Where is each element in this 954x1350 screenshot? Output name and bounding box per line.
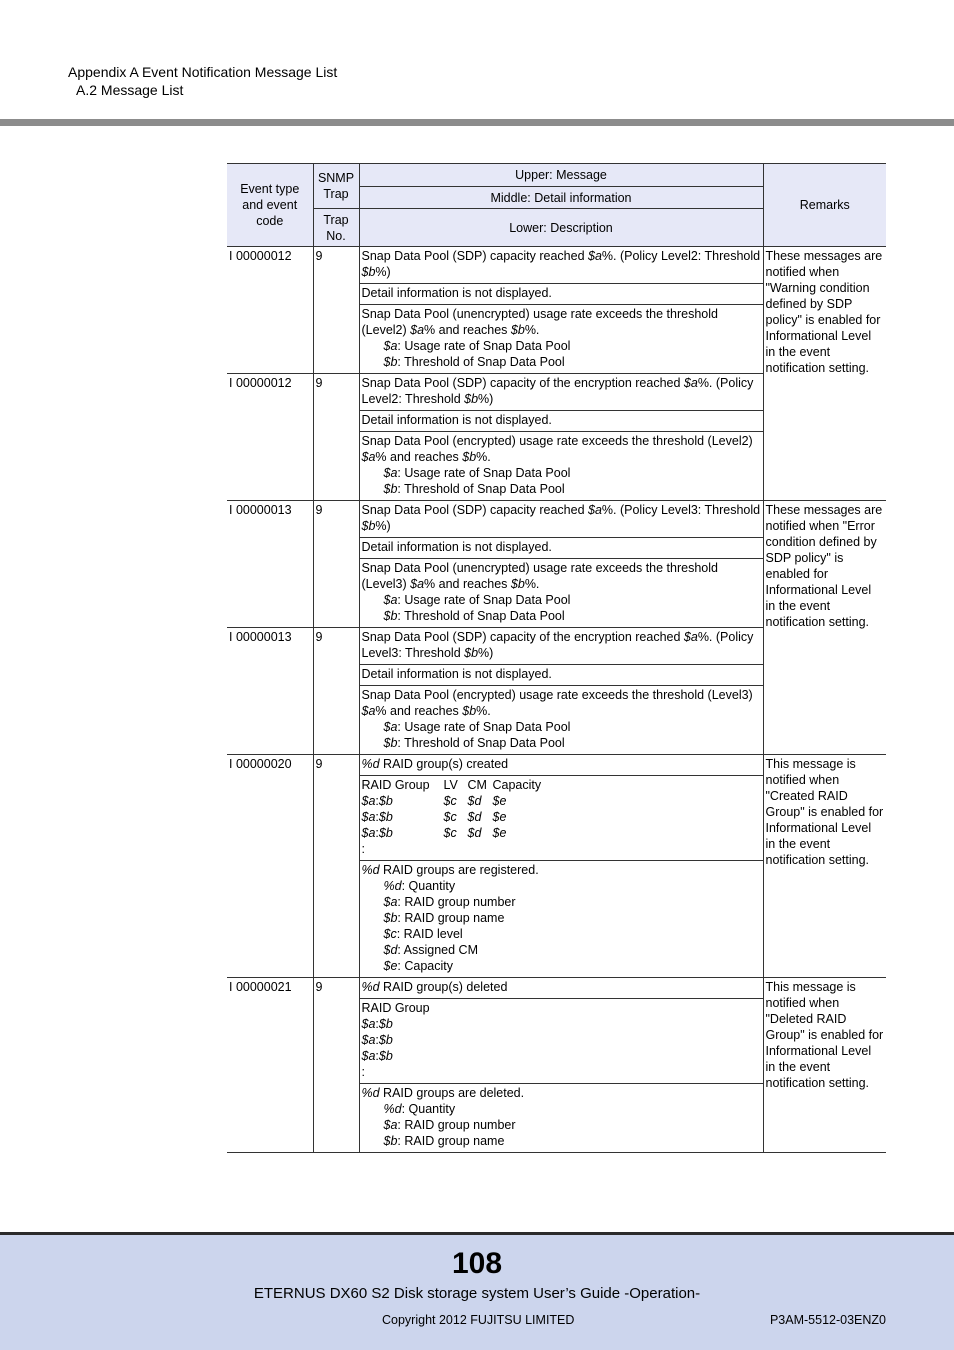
col-head-remarks: Remarks	[763, 164, 886, 247]
trap-number: 9	[313, 247, 359, 374]
description-cell: Snap Data Pool (unencrypted) usage rate exceeds the threshold (Level2) $a% and reaches $b%. $a: Usage rate of Snap Data Pool $b: Threshold of Snap Data Pool	[359, 305, 763, 374]
remarks-cell: This message is notified when "Deleted RAID Group" is enabled for Informational Level in the event notification setting.	[763, 978, 886, 1153]
remarks-cell: This message is notified when "Created RAID Group" is enabled for Informational Level in the event notification setting.	[763, 755, 886, 978]
trap-number: 9	[313, 978, 359, 1153]
detail-cell: RAID Group LV CM Capacity $a:$b $c $d $e $a:$b $c $d $e $a:$b $c $d $e :	[359, 776, 763, 861]
description-cell: Snap Data Pool (encrypted) usage rate exceeds the threshold (Level2) $a% and reaches $b%. $a: Usage rate of Snap Data Pool $b: Threshold of Snap Data Pool	[359, 432, 763, 501]
description-cell: Snap Data Pool (encrypted) usage rate exceeds the threshold (Level3) $a% and reaches $b%. $a: Usage rate of Snap Data Pool $b: Threshold of Snap Data Pool	[359, 686, 763, 755]
copyright: Copyright 2012 FUJITSU LIMITED	[382, 1313, 575, 1327]
col-head-trap-no: Trap No.	[313, 209, 359, 247]
event-code: I 00000021	[227, 978, 313, 1153]
guide-title: ETERNUS DX60 S2 Disk storage system User’s Guide -Operation-	[253, 1285, 701, 1302]
document-id: P3AM-5512-03ENZ0	[769, 1313, 886, 1327]
description-cell: %d RAID groups are deleted. %d: Quantity $a: RAID group number $b: RAID group name	[359, 1084, 763, 1153]
message-cell: Snap Data Pool (SDP) capacity reached $a%. (Policy Level3: Threshold $b%)	[359, 501, 763, 538]
page-number: 108	[451, 1247, 503, 1280]
header-rule	[0, 119, 954, 126]
event-code: I 00000020	[227, 755, 313, 978]
event-code: I 00000012	[227, 247, 313, 374]
trap-number: 9	[313, 628, 359, 755]
col-head-upper: Upper: Message	[359, 164, 763, 187]
message-cell: %d RAID group(s) deleted	[359, 978, 763, 999]
trap-number: 9	[313, 755, 359, 978]
message-table	[227, 163, 886, 1153]
description-cell: %d RAID groups are registered. %d: Quantity $a: RAID group number $b: RAID group name $c: RAID level $d: Assigned CM $e: Capacity	[359, 861, 763, 978]
description-cell: Snap Data Pool (unencrypted) usage rate exceeds the threshold (Level3) $a% and reaches $b%. $a: Usage rate of Snap Data Pool $b: Threshold of Snap Data Pool	[359, 559, 763, 628]
remarks-cell: These messages are notified when "Error condition defined by SDP policy" is enabled for Informational Level in the event notification setting.	[763, 501, 886, 755]
trap-number: 9	[313, 374, 359, 501]
col-head-event-type: Event type and event code	[227, 164, 313, 247]
message-cell: %d RAID group(s) created	[359, 755, 763, 776]
header-chapter: Appendix A Event Notification Message List	[68, 64, 338, 80]
col-head-snmp-trap: SNMP Trap	[313, 164, 359, 209]
message-cell: Snap Data Pool (SDP) capacity of the encryption reached $a%. (Policy Level2: Threshold $b%)	[359, 374, 763, 411]
detail-cell: Detail information is not displayed.	[359, 538, 763, 559]
remarks-cell: These messages are notified when "Warning condition defined by SDP policy" is enabled for Informational Level in the event notification setting.	[763, 247, 886, 501]
col-head-middle: Middle: Detail information	[359, 187, 763, 209]
detail-cell: Detail information is not displayed.	[359, 411, 763, 432]
event-code: I 00000012	[227, 374, 313, 501]
detail-cell: Detail information is not displayed.	[359, 665, 763, 686]
message-cell: Snap Data Pool (SDP) capacity reached $a%. (Policy Level2: Threshold $b%)	[359, 247, 763, 284]
trap-number: 9	[313, 501, 359, 628]
col-head-lower: Lower: Description	[359, 209, 763, 247]
detail-cell: RAID Group $a:$b $a:$b $a:$b :	[359, 999, 763, 1084]
detail-cell: Detail information is not displayed.	[359, 284, 763, 305]
running-header	[68, 63, 337, 99]
event-code: I 00000013	[227, 501, 313, 628]
page-footer	[0, 1232, 954, 1350]
header-section: A.2 Message List	[76, 82, 184, 98]
message-cell: Snap Data Pool (SDP) capacity of the encryption reached $a%. (Policy Level3: Threshold $b%)	[359, 628, 763, 665]
event-code: I 00000013	[227, 628, 313, 755]
